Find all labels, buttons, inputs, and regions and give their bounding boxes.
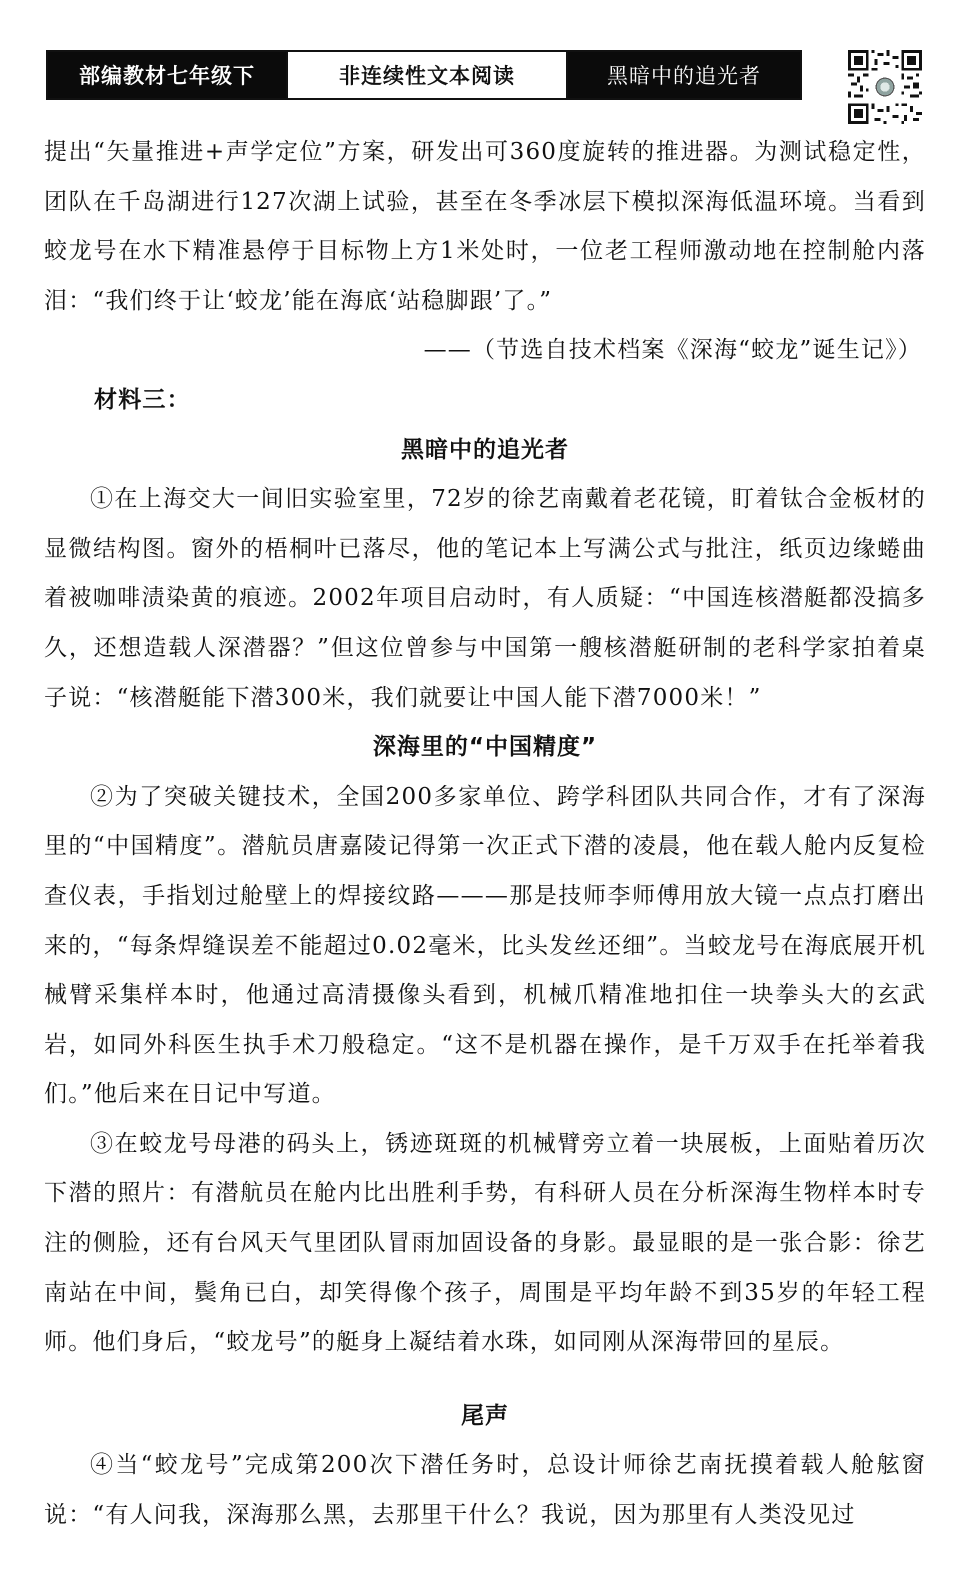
paragraph-4: ④当“蛟龙号”完成第200次下潜任务时，总设计师徐艺南抚摸着载人舱舷窗说：“有人问我，深海那么黑，去那里干什么？我说，因为那里有人类没见过: [44, 1452, 926, 1529]
qr-code-icon: [848, 50, 922, 124]
subtitle-epilogue: 尾声: [461, 1402, 509, 1429]
paragraph-2: ②为了突破关键技术，全国200多家单位、跨学科团队共同合作，才有了深海里的“中国精度”。潜航员唐嘉陵记得第一次正式下潜的凌晨，他在载人舱内反复检查仪表，手指划过舱壁上的焊接纹路———那是技师李师傅用放大镜一点点打磨出来的，“每条焊缝误差不能超过0.02毫米，比头发丝还细”。当蛟龙号在海底展开机械臂采集样本时，他通过高清摄像头看到，机械爪精准地扣住一块拳头大的玄武岩，如同外科医生执手术刀般稳定。“这不是机器在操作，是千万双手在托举着我们。”他后来在日记中写道。: [44, 783, 926, 1108]
article-content: [44, 128, 926, 1541]
material-label: 材料三：: [94, 386, 191, 413]
header-type: 非连续性文本阅读: [286, 52, 568, 98]
article-title: 黑暗中的追光者: [401, 436, 569, 463]
section-gap: [44, 1368, 926, 1392]
paragraph-1: ①在上海交大一间旧实验室里，72岁的徐艺南戴着老花镜，盯着钛合金板材的显微结构图。窗外的梧桐叶已落尽，他的笔记本上写满公式与批注，纸页边缘蜷曲着被咖啡渍染黄的痕迹。2002年项目启动时，有人质疑：“中国连核潜艇都没搞多久，还想造载人深潜器？”但这位曾参与中国第一艘核潜艇研制的老科学家拍着桌子说：“核潜艇能下潜300米，我们就要让中国人能下潜7000米！”: [44, 486, 926, 711]
subtitle-precision: 深海里的“中国精度”: [372, 734, 598, 761]
header-topic: 黑暗中的追光者: [568, 52, 800, 98]
paragraph-3: ③在蛟龙号母港的码头上，锈迹斑斑的机械臂旁立着一块展板，上面贴着历次下潜的照片：有潜航员在舱内比出胜利手势，有科研人员在分析深海生物样本时专注的侧脸，还有台风天气里团队冒雨加固设备的身影。最显眼的是一张合影：徐艺南站在中间，鬓角已白，却笑得像个孩子，周围是平均年龄不到35岁的年轻工程师。他们身后，“蛟龙号”的艇身上凝结着水珠，如同刚从深海带回的星辰。: [44, 1130, 926, 1356]
header-banner: [46, 50, 802, 100]
source-citation: ——（节选自技术档案《深海“蛟龙”诞生记》）: [423, 337, 922, 364]
header-grade: 部编教材七年级下: [48, 52, 286, 98]
continuation-paragraph: 提出“矢量推进+声学定位”方案，研发出可360度旋转的推进器。为测试稳定性，团队在千岛湖进行127次湖上试验，甚至在冬季冰层下模拟深海低温环境。当看到蛟龙号在水下精准悬停于目标物上方1米处时，一位老工程师激动地在控制舱内落泪：“我们终于让‘蛟龙’能在海底‘站稳脚跟’了。”: [44, 139, 926, 314]
